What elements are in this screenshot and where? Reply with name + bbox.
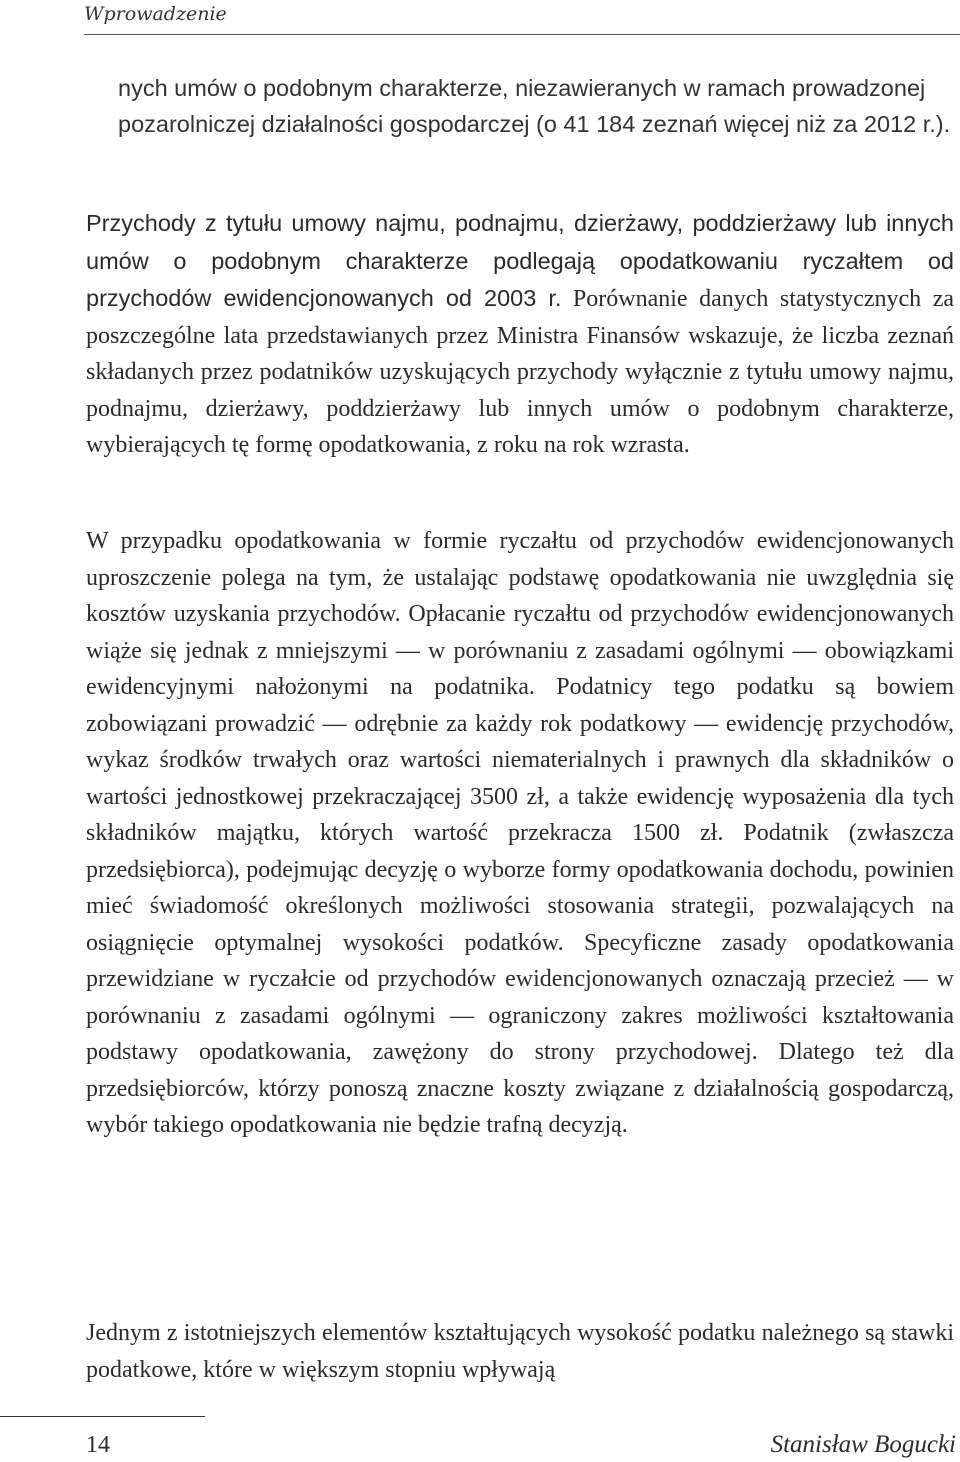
author-name: Stanisław Bogucki xyxy=(770,1431,956,1458)
paragraph-revenue-rental-body: Porównanie danych statystycznych za poszczególne lata przedstawianych przez Ministra Finansów wskazuje, że liczba zeznań składanych przez podatników uzyskujących przychody wyłącznie z tytułu umowy najmu, podnajmu, dzierżawy, poddzierżawy lub innych umów o podobnym charakterze, wybierających tę formę opodatkowania, z roku na rok wzrasta. xyxy=(86,286,954,458)
paragraph-revenue-rental-lead: Przychody z tytułu umowy najmu, podnajmu, dzierżawy, poddzierżawy lub innych umów o podobnym charakterze podlegają opodatkowaniu ryczałtem od przychodów ewidencjonowanych od 2003 r. xyxy=(86,210,954,311)
running-header: Wprowadzenie xyxy=(84,3,227,25)
page-number: 14 xyxy=(86,1432,110,1458)
paragraph-tax-rates: Jednym z istotniejszych elementów kształtujących wysokość podatku należnego są stawki podatkowe, które w większym stopniu wpływają xyxy=(86,1320,954,1383)
footer-rule xyxy=(0,1416,205,1417)
paragraph-lump-sum-taxation: W przypadku opodatkowania w formie ryczałtu od przychodów ewidencjonowanych uproszczenie polega na tym, że ustalając podstawę opodatkowania nie uwzględnia się kosztów uzyskania przychodów. Opłacanie ryczałtu od przychodów ewidencjonowanych wiąże się jednak z mniejszymi — w porównaniu z zasadami ogólnymi — obowiązkami ewidencyjnymi nałożonymi na podatnika. Podatnicy tego podatku są bowiem zobowiązani prowadzić — odrębnie za każdy rok podatkowy — ewidencję przychodów, wykaz środków trwałych oraz wartości niematerialnych i prawnych dla składników o wartości jednostkowej przekraczającej 3500 zł, a także ewidencję wyposażenia dla tych składników majątku, których wartość przekracza 1500 zł. Podatnik (zwłaszcza przedsiębiorca), podejmując decyzję o wyborze formy opodatkowania dochodu, powinien mieć świadomość określonych możliwości stosowania strategii, pozwalających na osiągnięcie optymalnej wysokości podatków. Specyficzne zasady opodatkowania przewidziane w ryczałcie od przychodów ewidencjonowanych oznaczają przecież — w porównaniu z zasadami ogólnymi — ograniczony zakres możliwości kształtowania podstawy opodatkowania, zawężony do strony przychodowej. Dlatego też dla przedsiębiorców, którzy ponoszą znaczne koszty związane z działalnością gospodarczą, wybór takiego opodatkowania nie będzie trafną decyzją. xyxy=(86,528,954,1138)
paragraph-continuation: nych umów o podobnym charakterze, niezawieranych w ramach prowadzonej pozarolniczej działalności gospodarczej (o 41 184 zeznań więcej niż za 2012 r.). xyxy=(118,75,951,137)
paragraph-revenue-rental xyxy=(86,205,954,464)
header-rule xyxy=(84,34,960,35)
